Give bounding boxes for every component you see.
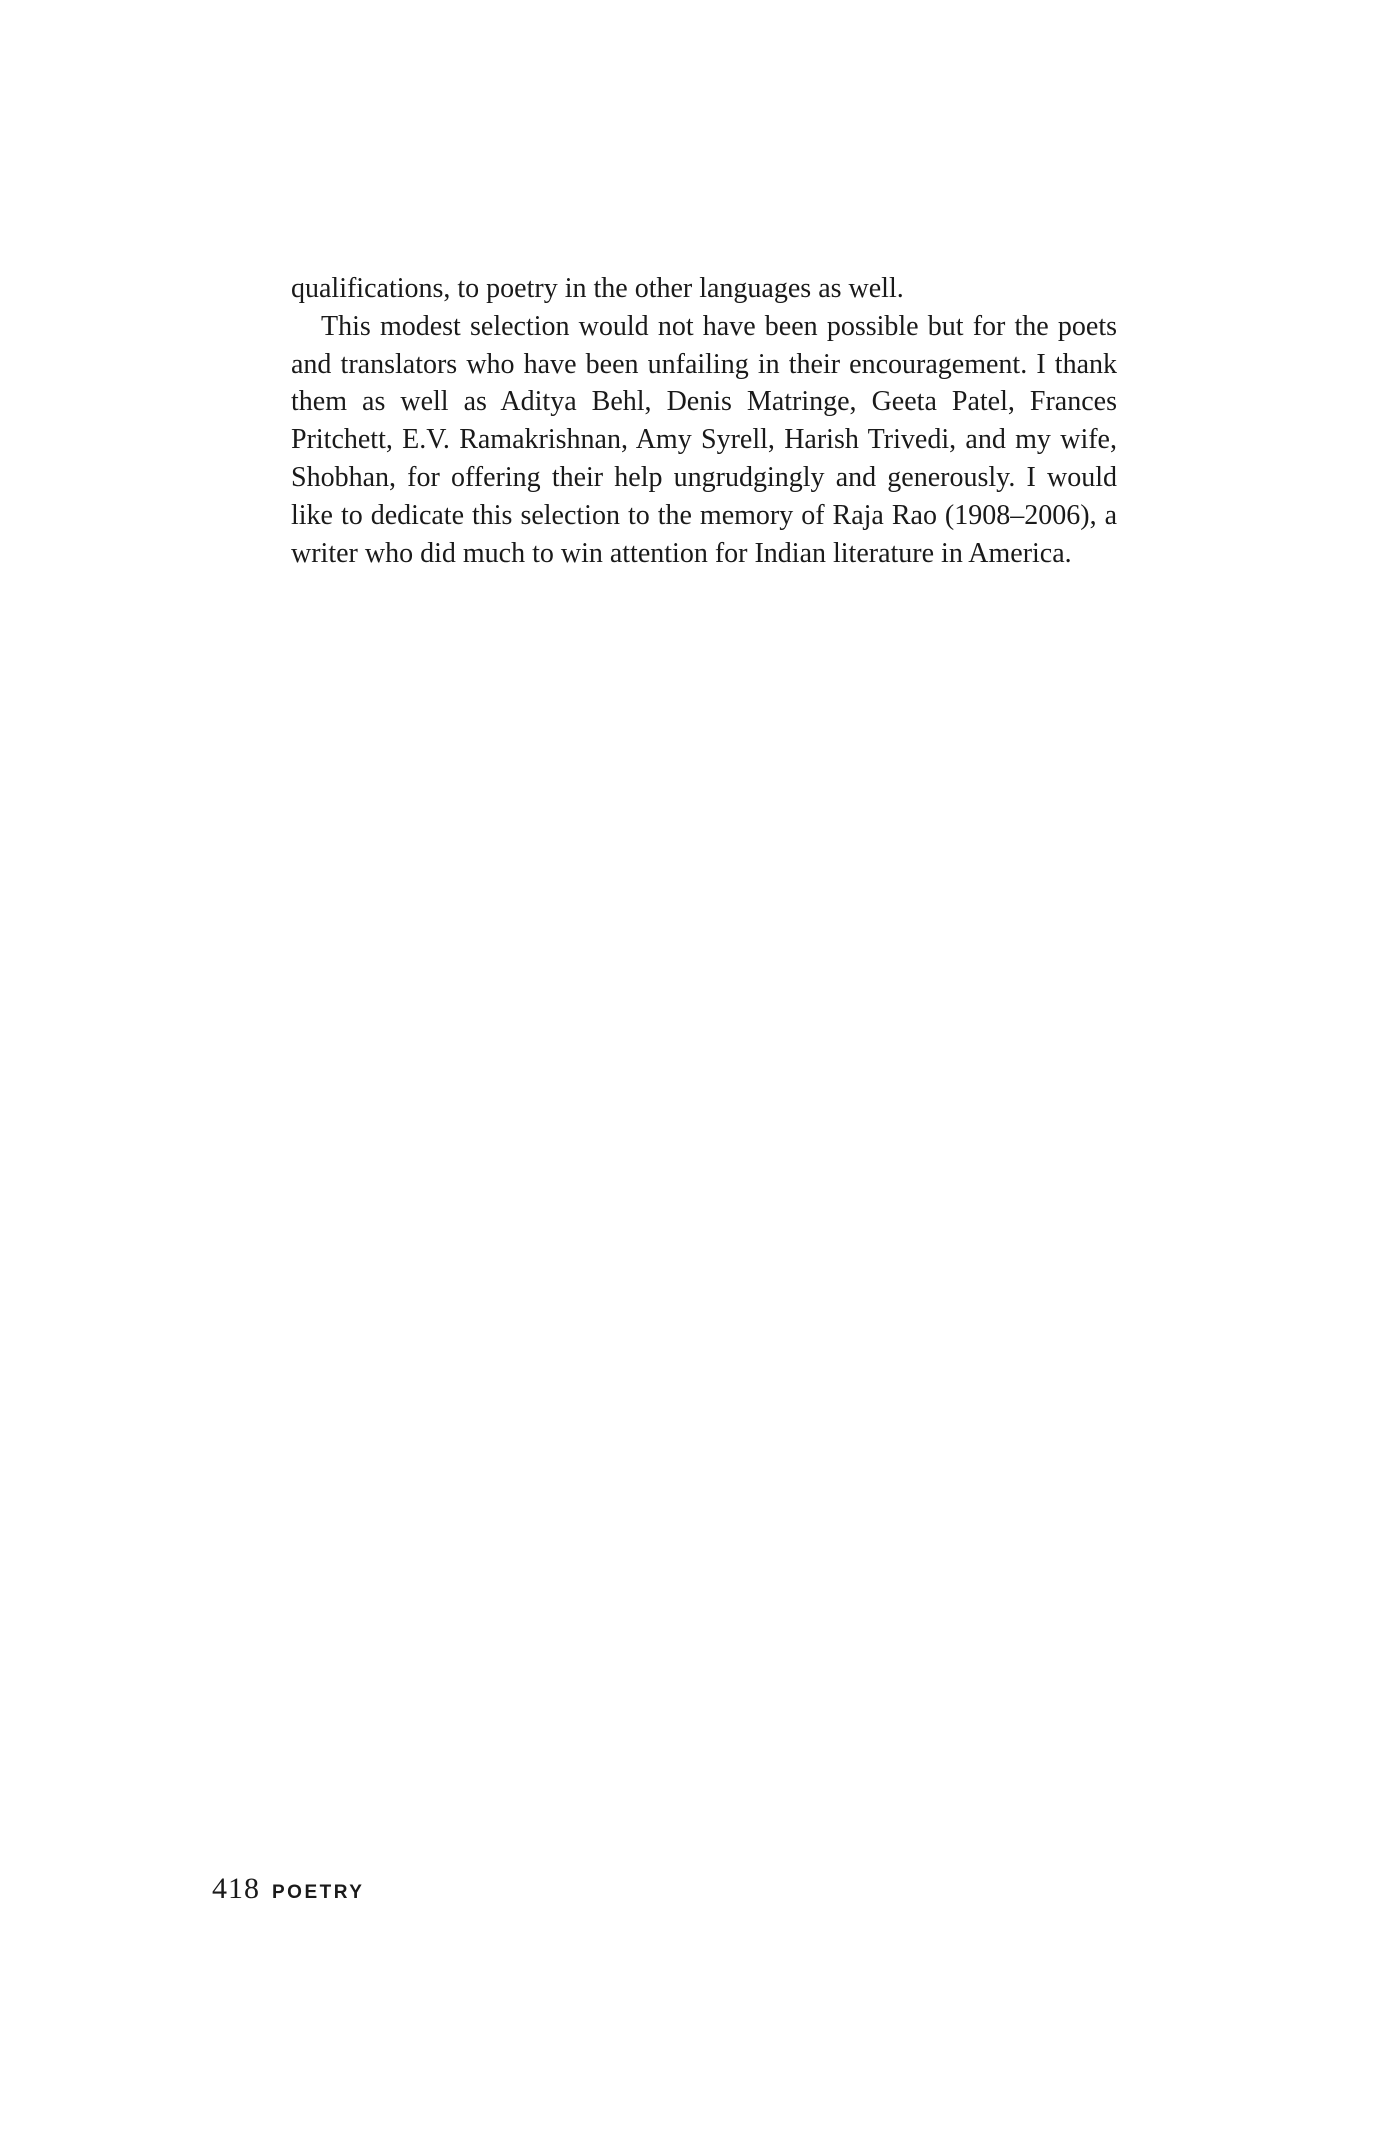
paragraph-acknowledgements: This modest selection would not have been possible but for the poets and translators who have been unfailing in their encouragement. I thank them as well as Aditya Behl, Denis Matringe, Geeta Patel, Frances Pritchett, E.V. Ramakrishnan, Amy Syrell, Harish Trivedi, and my wife, Shobhan, for offering their help ungrudgingly and generously. I would like to dedicate this selection to the memory of Raja Rao (1908–2006), a writer who did much to win attention for Indian literature in America. bbox=[291, 310, 1117, 569]
page-number: 418 bbox=[212, 1872, 260, 1905]
body-text bbox=[291, 270, 1117, 572]
paragraph-continuation: qualifications, to poetry in the other languages as well. bbox=[291, 273, 904, 304]
page-footer bbox=[212, 1872, 364, 1906]
running-footer-section: POETRY bbox=[272, 1882, 365, 1903]
